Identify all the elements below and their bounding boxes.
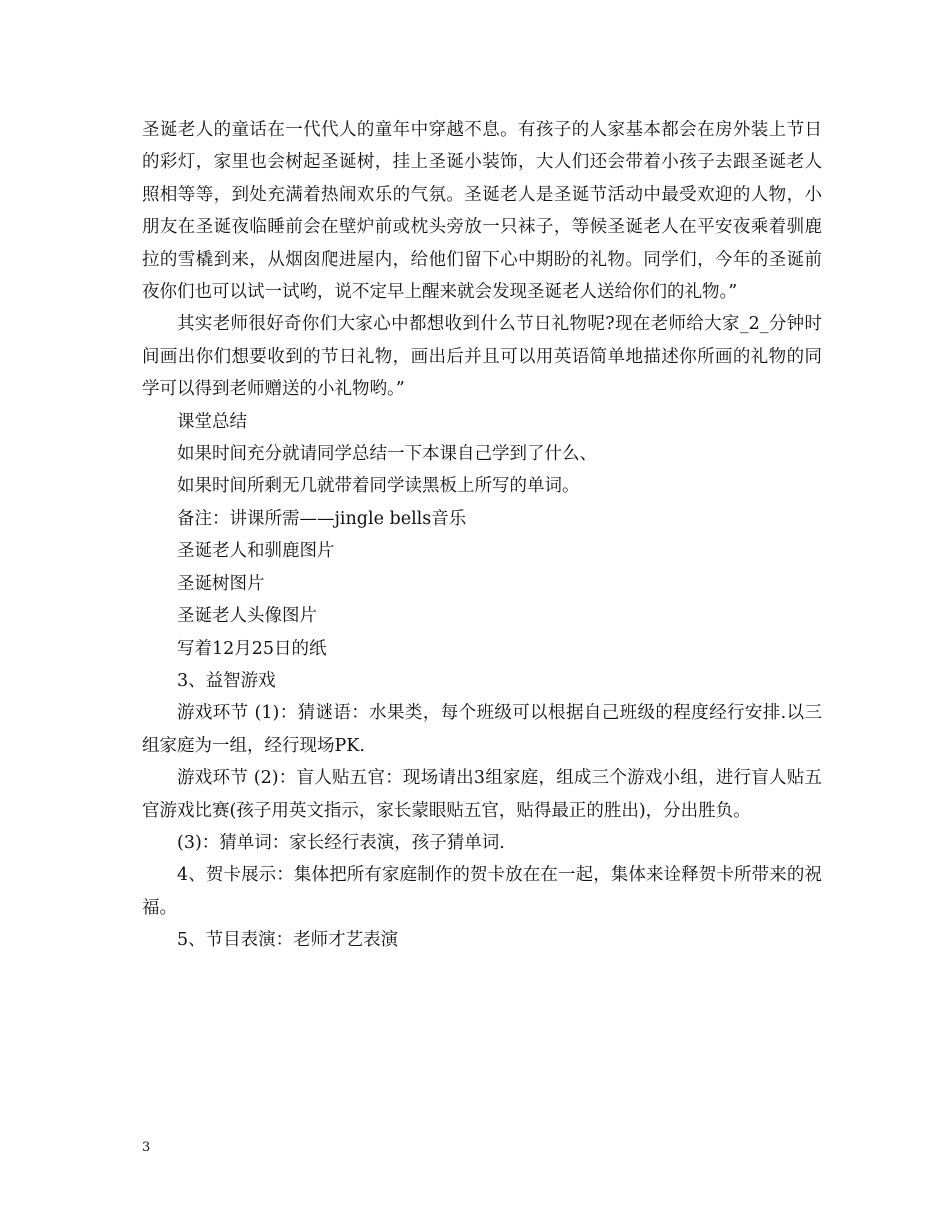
paragraph-notes-materials: 备注：讲课所需——jingle bells音乐 [177, 508, 467, 529]
paragraph-game-1: 游戏环节 (1)：猜谜语：水果类，每个班级可以根据自己班级的程度经行安排.以三组家庭为一组，经行现场PK. [142, 703, 822, 756]
paragraph-material-santa-head: 圣诞老人头像图片 [177, 606, 317, 627]
paragraph-game-3: (3)：猜单词：家长经行表演，孩子猜单词. [177, 832, 505, 853]
paragraph-gift-drawing: 其实老师很好奇你们大家心中都想收到什么节日礼物呢?现在老师给大家_2_分钟时间画出你们想要收到的节日礼物，画出后并且可以用英语简单地描述你所画的礼物的同学可以得到老师赠送的小礼物哟。” [142, 314, 822, 400]
paragraph-summary-option-2: 如果时间所剩无几就带着同学读黑板上所写的单词。 [177, 476, 580, 497]
paragraph-game-2: 游戏环节 (2)：盲人贴五官：现场请出3组家庭，组成三个游戏小组，进行盲人贴五官游戏比赛(孩子用英文指示，家长蒙眼贴五官，贴得最正的胜出)，分出胜负。 [142, 768, 822, 821]
paragraph-material-santa-reindeer: 圣诞老人和驯鹿图片 [177, 541, 335, 562]
page-number: 3 [142, 1140, 151, 1155]
paragraph-performance: 5、节目表演：老师才艺表演 [177, 930, 399, 951]
paragraph-santa-story: 圣诞老人的童话在一代代人的童年中穿越不息。有孩子的人家基本都会在房外装上节日的彩灯，家里也会树起圣诞树，挂上圣诞小装饰，大人们还会带着小孩子去跟圣诞老人照相等等，到处充满着热闹欢乐的气氛。圣诞老人是圣诞节活动中最受欢迎的人物，小朋友在圣诞夜临睡前会在壁炉前或枕头旁放一只袜子，等候圣诞老人在平安夜乘着驯鹿拉的雪橇到来，从烟囱爬进屋内，给他们留下心中期盼的礼物。同学们，今年的圣诞前夜你们也可以试一试哟，说不定早上醒来就会发现圣诞老人送给你们的礼物。” [142, 120, 822, 303]
paragraph-summary-option-1: 如果时间充分就请同学总结一下本课自己学到了什么、 [177, 444, 597, 465]
heading-class-summary: 课堂总结 [177, 411, 247, 432]
heading-puzzle-games: 3、益智游戏 [177, 670, 276, 691]
paragraph-material-date-paper: 写着12月25日的纸 [177, 638, 327, 659]
paragraph-material-tree: 圣诞树图片 [177, 573, 265, 594]
paragraph-card-display: 4、贺卡展示：集体把所有家庭制作的贺卡放在在一起，集体来诠释贺卡所带来的祝福。 [142, 865, 822, 918]
document-body [142, 114, 822, 957]
